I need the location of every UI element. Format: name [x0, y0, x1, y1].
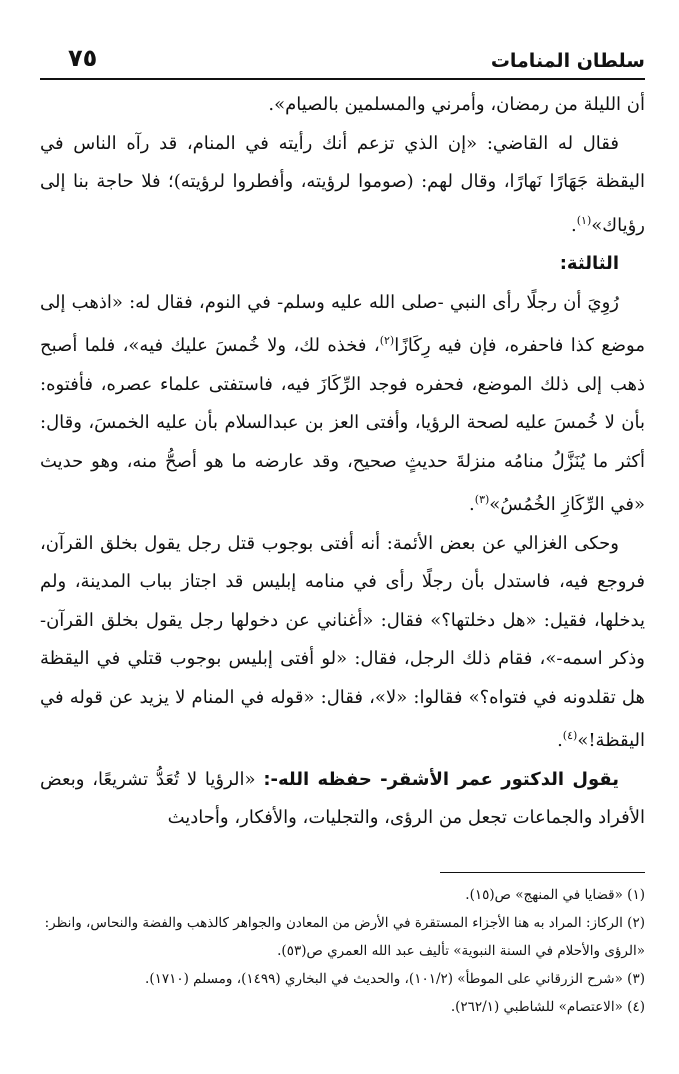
header-rule [40, 78, 645, 80]
paragraph-text: «الرؤيا لا تُعَدُّ تشريعًا، وبعض الأفراد والجماعات تجعل من الرؤى، والتجليات، والأفكار، وأحاديث [40, 768, 645, 828]
footnote-number: (٣) [627, 970, 645, 987]
running-title: سلطان المنامات [490, 50, 645, 72]
footnote-text: «الاعتصام» للشاطبي (٢٦٢/١). [450, 998, 623, 1015]
footnote-ref[interactable]: (٢) [379, 334, 395, 347]
footnote [40, 881, 645, 909]
footnote-number: (٢) [627, 914, 645, 931]
quote-speaker: يقول الدكتور عمر الأشقر- حفظه الله-: [263, 768, 619, 790]
paragraph-end: . [469, 494, 475, 515]
section-title: الثالثة: [559, 253, 619, 274]
paragraph-text: أن الليلة من رمضان، وأمرني والمسلمين بالصيام». [268, 94, 645, 115]
footnote [40, 993, 645, 1021]
paragraph-text: رُوِيَ أن رجلًا رأى النبي -صلى الله عليه وسلم- في النوم، فقال له: «اذهب إلى موضع كذا فاحفره، فإن فيه رِكَازًا [40, 291, 645, 356]
paragraph [40, 284, 645, 525]
footnote-text: «قضايا في المنهج» ص(١٥). [465, 886, 623, 903]
page-header [40, 38, 645, 72]
paragraph-text: وحكى الغزالي عن بعض الأئمة: أنه أفتى بوجوب قتل رجل يقول بخلق القرآن، فروجع فيه، فاستدل بأن رجلًا رأى في منامه إبليس قد اجتاز بباب المدينة، ولم يدخلها، فقيل: «هل دخلتها؟» فقال: «أغناني عن دخولها رجل يقول بخلق القرآن- وذكر اسمه-»، فقام ذلك الرجل، فقال: «لو أفتى إبليس بوجوب قتلي في اليقظة هل تقلدونه في فتواه؟» فقالوا: «لا»، فقال: «قوله في المنام لا يزيد عن قوله في اليقظة!» [40, 532, 645, 751]
footnote-ref[interactable]: (٤) [562, 729, 578, 742]
footnote [40, 965, 645, 993]
main-text [40, 86, 645, 838]
paragraph [40, 761, 645, 838]
footnote-separator [440, 872, 645, 873]
footnotes [40, 881, 645, 1021]
footnote-text: الركاز: المراد به هنا الأجزاء المستقرة في الأرض من المعادن والجواهر كالذهب والفضة والنحاس، وانظر: «الرؤى والأحلام في السنة النبوية» تأليف عبد الله العمري ص(٥٣). [44, 914, 645, 959]
footnote-text: «شرح الزرقاني على الموطأ» (١٠١/٢)، والحديث في البخاري (١٤٩٩)، ومسلم (١٧١٠). [145, 970, 623, 987]
footnote-ref[interactable]: (١) [576, 213, 592, 227]
paragraph-text: ، فخذه لك، ولا خُمسَ عليك فيه»، فلما أصبح ذهب إلى ذلك الموضع، فحفره فوجد الرِّكَازَ فيه، فاستفتى علماء عصره، فأفتوه: بأن لا خُمسَ عليه لصحة الرؤيا، وأفتى العز بن عبدالسلام بأن عليه الخمسَ، وقال: أكثر ما يُنَزَّلُ منامُه منزلةَ حديثٍ صحيح، وقد عارضه ما هو أصحُّ منه، وهو حديث «في الرِّكَازِ الخُمُسُ» [40, 335, 646, 515]
paragraph [40, 86, 645, 125]
paragraph-end: . [557, 730, 563, 751]
paragraph: فقال له القاضي: «إن الذي تزعم أنك رأيته في المنام، قد رآه الناس في اليقظة جَهَارًا نَهارًا، وقال لهم: (صوموا لرؤيته، وأفطروا لرؤيته)؛ فلا حاجة بنا إلى رؤياك»$^{(١)}$. [40, 132, 645, 236]
footnote [40, 909, 645, 965]
paragraph [40, 525, 645, 761]
footnote-ref[interactable]: (٣) [474, 493, 490, 506]
footnote-number: (١) [627, 886, 645, 903]
page-number: ٧٥ [68, 44, 98, 72]
footnote-number: (٤) [627, 998, 645, 1015]
paragraph-text: فقال له القاضي: «إن الذي تزعم أنك رأيته في المنام، قد رآه الناس في اليقظة جَهَارًا نَهارًا، وقال لهم: (صوموا لرؤيته، وأفطروا لرؤيته)؛ فلا حاجة بنا إلى رؤياك» [40, 132, 645, 236]
